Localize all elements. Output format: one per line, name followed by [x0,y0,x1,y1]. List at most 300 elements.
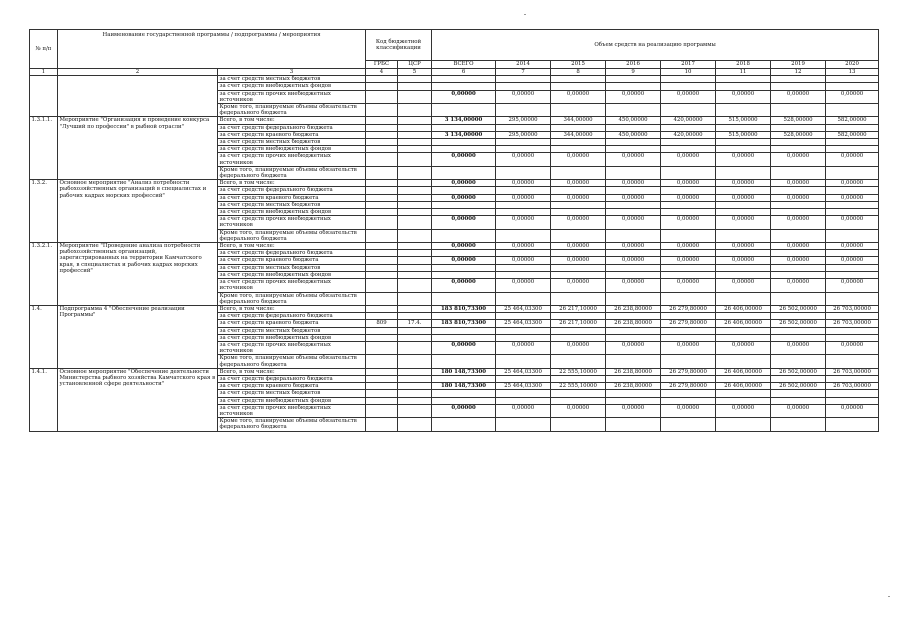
value-year: 0,00000 [496,257,551,264]
value-year [551,313,606,320]
grbs-code [366,264,398,271]
column-number: 3 [218,69,366,76]
value-year: 0,00000 [826,257,879,264]
value-year [661,104,716,117]
value-year [606,166,661,179]
value-year [826,146,879,153]
value-year [551,139,606,146]
value-year [496,355,551,368]
column-number: 4 [366,69,398,76]
value-year: 0,00000 [496,243,551,250]
column-number: 10 [661,69,716,76]
value-year [826,76,879,83]
value-year [496,418,551,431]
value-total [432,313,496,320]
value-year: 295,00000 [496,131,551,138]
value-year: 0,00000 [606,194,661,201]
column-number: 7 [496,69,551,76]
value-total: 0,00000 [432,194,496,201]
funding-source: за счет средств внебюджетных фондов [218,146,366,153]
value-year: 0,00000 [551,180,606,187]
value-year [496,187,551,194]
grbs-code [366,229,398,242]
value-year: 0,00000 [771,279,826,292]
csr-code [398,83,432,90]
column-number: 11 [716,69,771,76]
value-total [432,166,496,179]
value-year [551,201,606,208]
csr-code [398,355,432,368]
value-year [826,187,879,194]
value-year: 0,00000 [716,341,771,354]
table-row [30,305,879,312]
funding-source: за счет средств краевого бюджета [218,131,366,138]
csr-code [398,76,432,83]
value-year: 515,00000 [716,131,771,138]
value-year [551,390,606,397]
value-year [551,250,606,257]
value-total: 0,00000 [432,90,496,103]
value-year [496,146,551,153]
csr-code [398,146,432,153]
value-year [661,250,716,257]
value-year: 26 502,00000 [771,305,826,312]
value-year [606,139,661,146]
table-row [30,180,879,187]
funding-source: за счет средств внебюджетных фондов [218,83,366,90]
value-total [432,327,496,334]
value-year: 0,00000 [826,216,879,229]
funding-source: Кроме того, планируемые объемы обязательств федерального бюджета [218,292,366,305]
value-year [826,139,879,146]
value-year: 26 279,80000 [661,305,716,312]
value-year: 26 406,00000 [716,305,771,312]
value-year [826,104,879,117]
value-total [432,271,496,278]
value-year: 26 703,00000 [826,320,879,327]
value-total [432,201,496,208]
grbs-code [366,418,398,431]
value-year [661,375,716,382]
value-year: 26 703,00000 [826,383,879,390]
funding-source: за счет средств федерального бюджета [218,250,366,257]
grbs-code [366,76,398,83]
value-year: 22 555,10000 [551,383,606,390]
value-year [716,390,771,397]
value-year: 26 502,00000 [771,383,826,390]
value-year [661,390,716,397]
value-year [496,104,551,117]
value-year [716,209,771,216]
item-number [30,76,58,117]
funding-source: Кроме того, планируемые объемы обязательств федерального бюджета [218,229,366,242]
budget-table [29,29,879,432]
funding-source: за счет средств прочих внебюджетных источников [218,341,366,354]
csr-code [398,271,432,278]
value-year [716,146,771,153]
csr-code [398,368,432,375]
column-number-row [30,69,879,76]
value-year [661,397,716,404]
item-number: 1.4. [30,305,58,368]
csr-code [398,194,432,201]
value-year: 0,00000 [551,216,606,229]
value-year [771,104,826,117]
value-year [551,355,606,368]
value-year: 26 406,00000 [716,383,771,390]
value-year [661,124,716,131]
csr-code [398,257,432,264]
value-year [661,139,716,146]
value-year: 26 279,80000 [661,383,716,390]
grbs-code [366,355,398,368]
value-year [606,334,661,341]
value-year [716,250,771,257]
value-year: 26 703,00000 [826,368,879,375]
value-year: 0,00000 [661,257,716,264]
value-year: 0,00000 [771,216,826,229]
value-year [716,271,771,278]
csr-code: 17.4. [398,320,432,327]
value-year: 0,00000 [826,180,879,187]
value-year [771,229,826,242]
value-year [826,418,879,431]
value-year [771,83,826,90]
funding-source: за счет средств местных бюджетов [218,76,366,83]
grbs-code [366,131,398,138]
csr-code [398,187,432,194]
value-year [826,355,879,368]
csr-code [398,104,432,117]
value-year [771,264,826,271]
table-row [30,243,879,250]
grbs-code [366,375,398,382]
grbs-code [366,83,398,90]
value-year [716,355,771,368]
value-year: 0,00000 [551,90,606,103]
value-year: 0,00000 [826,243,879,250]
value-total [432,146,496,153]
value-total [432,375,496,382]
header-total: ВСЕГО [432,61,496,69]
value-year: 0,00000 [661,180,716,187]
value-year [716,229,771,242]
grbs-code [366,243,398,250]
grbs-code [366,90,398,103]
value-year [551,292,606,305]
item-number: 1.3.2. [30,180,58,243]
funding-source: за счет средств местных бюджетов [218,139,366,146]
funding-source: Кроме того, планируемые объемы обязательств федерального бюджета [218,166,366,179]
value-year [826,83,879,90]
value-year: 0,00000 [606,404,661,417]
value-year [716,83,771,90]
value-year: 420,00000 [661,131,716,138]
grbs-code [366,139,398,146]
value-year: 0,00000 [606,243,661,250]
csr-code [398,418,432,431]
value-year [661,327,716,334]
value-year [826,264,879,271]
value-year [606,146,661,153]
value-year: 420,00000 [661,117,716,124]
value-year: 582,00000 [826,131,879,138]
value-year [551,327,606,334]
value-year [771,166,826,179]
scan-mark [888,596,890,597]
header-year-2014: 2014 [496,61,551,69]
header-year-2019: 2019 [771,61,826,69]
csr-code [398,166,432,179]
value-year [496,209,551,216]
value-year: 0,00000 [496,404,551,417]
value-year [826,271,879,278]
grbs-code [366,180,398,187]
value-year [661,313,716,320]
value-year [551,209,606,216]
value-year: 26 238,80000 [606,383,661,390]
value-year [716,375,771,382]
value-year [771,418,826,431]
value-year: 0,00000 [716,216,771,229]
value-year [661,355,716,368]
value-year: 0,00000 [551,153,606,166]
grbs-code [366,313,398,320]
value-year: 0,00000 [606,216,661,229]
funding-source: Кроме того, планируемые объемы обязательств федерального бюджета [218,104,366,117]
value-year [661,334,716,341]
value-year [551,124,606,131]
header-year-2018: 2018 [716,61,771,69]
value-total [432,187,496,194]
value-year [551,397,606,404]
funding-source: за счет средств прочих внебюджетных источников [218,153,366,166]
header-kbk: Код бюджетной классификации [366,30,432,61]
column-number: 5 [398,69,432,76]
value-year [606,418,661,431]
csr-code [398,404,432,417]
funding-source: за счет средств местных бюджетов [218,390,366,397]
value-year: 0,00000 [826,194,879,201]
grbs-code: 809 [366,320,398,327]
value-year: 0,00000 [771,153,826,166]
csr-code [398,124,432,131]
value-year [551,375,606,382]
funding-source: за счет средств местных бюджетов [218,264,366,271]
funding-source: за счет средств прочих внебюджетных источников [218,90,366,103]
value-total: 0,00000 [432,243,496,250]
value-total [432,390,496,397]
grbs-code [366,216,398,229]
grbs-code [366,146,398,153]
value-year [716,327,771,334]
value-year [826,250,879,257]
value-year: 25 464,03300 [496,320,551,327]
value-year [606,124,661,131]
value-year [661,229,716,242]
csr-code [398,327,432,334]
value-year: 0,00000 [771,180,826,187]
value-year: 0,00000 [496,216,551,229]
grbs-code [366,341,398,354]
csr-code [398,229,432,242]
value-year: 0,00000 [551,243,606,250]
value-total: 0,00000 [432,257,496,264]
value-year: 528,00000 [771,131,826,138]
value-year [771,209,826,216]
value-year [606,104,661,117]
csr-code [398,279,432,292]
value-year [716,187,771,194]
grbs-code [366,117,398,124]
header-funding: Объем средств на реализацию программы [432,30,879,61]
value-year: 0,00000 [716,180,771,187]
value-year: 25 464,03300 [496,305,551,312]
header-year-2017: 2017 [661,61,716,69]
value-year: 0,00000 [496,194,551,201]
csr-code [398,334,432,341]
value-total [432,83,496,90]
value-year [551,166,606,179]
value-year [606,375,661,382]
funding-source: Кроме того, планируемые объемы обязательств федерального бюджета [218,355,366,368]
grbs-code [366,334,398,341]
funding-source: за счет средств внебюджетных фондов [218,334,366,341]
value-year [661,76,716,83]
value-total: 3 134,00000 [432,131,496,138]
header-year-2016: 2016 [606,61,661,69]
value-year [551,187,606,194]
value-year [606,397,661,404]
csr-code [398,131,432,138]
value-year: 0,00000 [771,404,826,417]
value-year [551,418,606,431]
csr-code [398,250,432,257]
csr-code [398,139,432,146]
column-number: 12 [771,69,826,76]
value-total [432,418,496,431]
value-year [496,166,551,179]
value-year: 0,00000 [606,279,661,292]
value-year [826,166,879,179]
column-number: 6 [432,69,496,76]
column-number: 13 [826,69,879,76]
funding-source: за счет средств федерального бюджета [218,313,366,320]
value-total: 0,00000 [432,341,496,354]
funding-source: за счет средств прочих внебюджетных источников [218,279,366,292]
value-year [661,187,716,194]
csr-code [398,209,432,216]
grbs-code [366,383,398,390]
value-year [826,201,879,208]
funding-source: за счет средств краевого бюджета [218,383,366,390]
funding-source: за счет средств внебюджетных фондов [218,397,366,404]
header-grbs: ГРБС [366,61,398,69]
value-total [432,104,496,117]
value-year [661,271,716,278]
value-total [432,264,496,271]
csr-code [398,292,432,305]
value-year [826,229,879,242]
value-year [716,166,771,179]
value-year: 26 279,80000 [661,368,716,375]
column-number: 1 [30,69,58,76]
value-year: 0,00000 [716,243,771,250]
funding-source: за счет средств краевого бюджета [218,320,366,327]
item-number: 1.3.2.1. [30,243,58,306]
funding-source: за счет средств прочих внебюджетных источников [218,216,366,229]
value-total: 0,00000 [432,180,496,187]
csr-code [398,341,432,354]
value-year: 0,00000 [551,194,606,201]
header-name: Наименование государственной программы / подпрограммы / мероприятия [58,30,366,69]
value-total: 0,00000 [432,404,496,417]
value-year: 26 217,10000 [551,305,606,312]
value-total: 3 134,00000 [432,117,496,124]
value-year [606,264,661,271]
value-year [606,355,661,368]
funding-source: за счет средств федерального бюджета [218,187,366,194]
value-year: 0,00000 [496,90,551,103]
value-year: 0,00000 [771,257,826,264]
value-year [771,397,826,404]
value-year: 0,00000 [826,279,879,292]
grbs-code [366,327,398,334]
grbs-code [366,250,398,257]
funding-source: за счет средств краевого бюджета [218,194,366,201]
value-year [661,209,716,216]
value-year [716,334,771,341]
value-year [551,104,606,117]
value-total [432,124,496,131]
value-year [496,334,551,341]
value-year [606,271,661,278]
value-total: 180 148,73300 [432,383,496,390]
value-year [661,264,716,271]
value-total: 183 810,73300 [432,320,496,327]
value-year [771,390,826,397]
value-year: 0,00000 [551,257,606,264]
value-year: 25 464,03300 [496,368,551,375]
value-year [826,327,879,334]
funding-source: Всего, в том числе: [218,305,366,312]
value-year: 0,00000 [661,341,716,354]
value-year [661,201,716,208]
value-year [551,76,606,83]
value-total: 0,00000 [432,279,496,292]
funding-source: Всего, в том числе: [218,180,366,187]
funding-source: за счет средств местных бюджетов [218,327,366,334]
grbs-code [366,187,398,194]
funding-source: за счет средств краевого бюджета [218,257,366,264]
value-year [716,397,771,404]
column-number: 8 [551,69,606,76]
value-year [771,334,826,341]
value-total: 0,00000 [432,216,496,229]
funding-source: за счет средств внебюджетных фондов [218,271,366,278]
grbs-code [366,166,398,179]
value-year [496,264,551,271]
value-year [551,271,606,278]
csr-code [398,180,432,187]
funding-source: Кроме того, планируемые объемы обязательств федерального бюджета [218,418,366,431]
value-year [551,146,606,153]
item-name: Основное мероприятие "Анализ потребности рыбохозяйственных организаций в специалистах и рабочих кадрах морских профессий" [58,180,218,243]
value-year: 0,00000 [826,153,879,166]
value-year [606,76,661,83]
value-year: 25 464,03300 [496,383,551,390]
value-year [496,327,551,334]
